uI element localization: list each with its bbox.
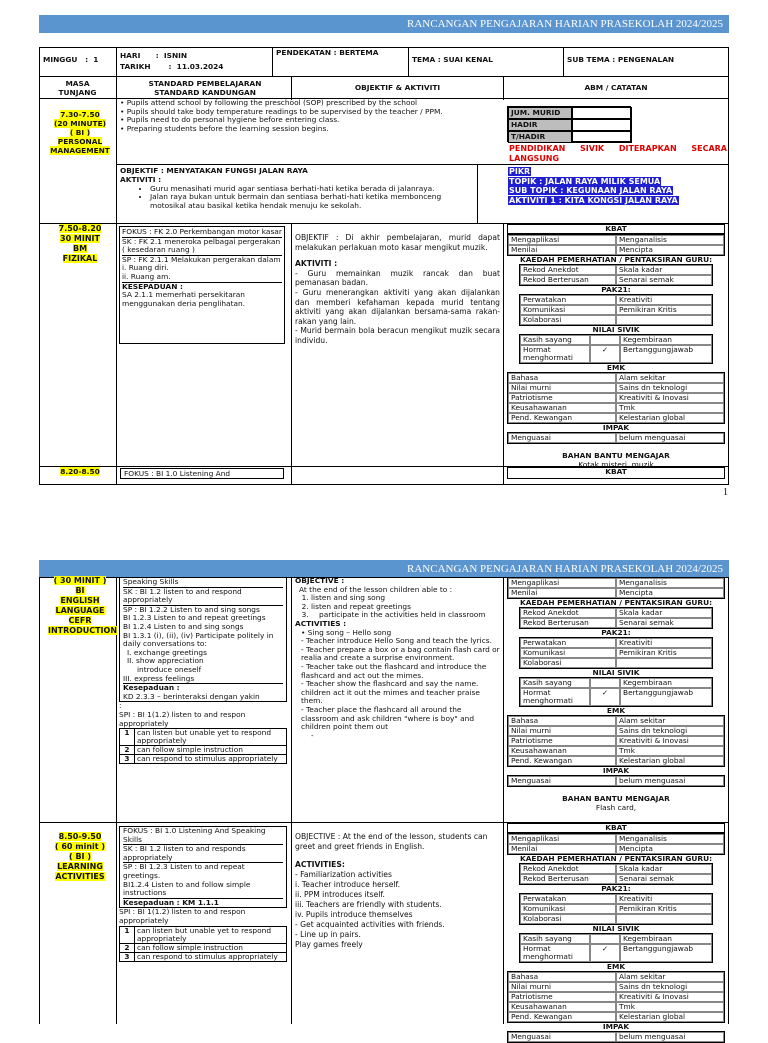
pendidikan-sivik-note: PENDIDIKAN SIVIK DITERAPKAN SECARA LANGSUNG [509, 144, 727, 163]
english-time-cell: 8.20-8.50 [60, 467, 100, 476]
sub-tema: SUB TEMA : PENGENALAN [567, 55, 675, 64]
col-standard: STANDARD PEMBELAJARAN STANDARD KANDUNGAN [148, 79, 262, 97]
tema: TEMA : SUAI KENAL [412, 55, 493, 64]
fizikal-standard: FOKUS : FK 2.0 Perkembangan motor kasar SK : FK 2.1 meneroka pelbagai pergerakan ( kesedaran ruang ) SP : FK 2.1.1 Melakukan pergerakan dalam i. Ruang diri. ii. Ruang am. KESEPADUAN : SA 2.1.1 memerhati persekitaran menggunakan deria penglihatan. [119, 226, 285, 344]
col-masa-tunjang: MASA TUNJANG [58, 79, 97, 97]
murid-count-table: JUM. MURID HADIR T/HADIR [507, 106, 631, 142]
pm-bullets: • Pupils attend school by following the preschool (SOP) prescribed by the school • Pupils should take body temperature readings to be supervised by the teacher / PPM. • Pupils need to do personal hygiene before entering class. • Preparing students before the learning session begins. [120, 98, 443, 133]
abm-panel-2: Mengaplikasi Menganalisis Menilai Mencipta KAEDAH PEMERHATIAN / PENTAKSIRAN GURU: Rekod Anekdot Skala kadar Rekod Berterusan Senarai semak PAK21: Perwatakan Kreativiti Komunikasi Pemikiran Kritis Kolaborasi NILAI SIVIK Kasih sayang Kegembiraan Hormat menghormati ✓ Bertanggungjawab EMK Bahasa Alam sekitar Nilai murni Sains dn teknologi Patriotisme Kreativiti & Inovasi Keusahawanan Tmk Pend. Kewangan Kelestarian global IMPAK Menguasai belum menguasai BAHAN BANTU MENGAJAR Flash card, [507, 577, 725, 797]
english-objective: OBJECTIVE : At the end of the lesson children able to : 1. listen and sing song 2. listen and repeat greetings 3. participate in the activities held in classroom ACTIVITIES : • Sing song – Hello song - Teacher introduce Hello Song and teach the lyrics. - Teacher prepare a box or a bag contain flash card or realia and create a surprise environment. - Teacher take out the flashcard and introduce the flashcard and act out the mimes. - Teacher show the flashcard and say the name. children act it out the mimes and teacher praise them. - Teacher place the flashcard all around the classroom and ask children "where is boy" and children point them out - [295, 577, 500, 740]
page-banner: RANCANGAN PENGAJARAN HARIAN PRASEKOLAH 2024/2025 [39, 15, 729, 33]
col-objektif: OBJEKTIF & AKTIVITI [354, 83, 441, 92]
col-abm: ABM / CATATAN [584, 83, 648, 92]
kbat-header: KBAT [507, 467, 725, 479]
learning-spi-table: 1 can listen but unable yet to respond appropriately 2 can follow simple instruction 3 can respond to stimulus appropriately [119, 926, 287, 962]
english-spi-table: 1 can listen but unable yet to respond appropriately 2 can follow simple instruction 3 can respond to stimulus appropriately [119, 728, 287, 764]
english-bahan: Flash card, [595, 803, 637, 812]
learning-time-cell: 8.50-9.50 ( 60 minit ) ( BI ) LEARNING ACTIVITIES [54, 832, 106, 881]
pm-time-cell: 7.30-7.50 (20 MINUTE) ( BI ) PERSONAL MANAGEMENT [50, 110, 110, 155]
pikr-box: PIKR TOPIK : JALAN RAYA MILIK SEMUA SUB TOPIK : KEGUNAAN JALAN RAYA AKTIVITI 1 : KITA KONGSI JALAN RAYA [509, 167, 678, 205]
pendekatan: PENDEKATAN : BERTEMA [276, 48, 379, 57]
abm-panel-3: KBAT Mengaplikasi Menganalisis Menilai Mencipta KAEDAH PEMERHATIAN / PENTAKSIRAN GURU: Rekod Anekdot Skala kadar Rekod Berterusan Senarai semak PAK21: Perwatakan Kreativiti Komunikasi Pemikiran Kritis Kolaborasi NILAI SIVIK Kasih sayang Kegembiraan Hormat menghormati ✓ Bertanggungjawab EMK Bahasa Alam sekitar Nilai murni Sains dn teknologi Patriotisme Kreativiti & Inovasi Keusahawanan Tmk Pend. Kewangan Kelestarian global IMPAK Menguasai belum menguasai [507, 823, 725, 1024]
page-number: 1 [723, 487, 728, 498]
fizikal-time-cell: 7.50-8.20 30 MINIT BM FIZIKAL [58, 224, 102, 263]
english-cefr-cell: ( 30 MINIT ) BI ENGLISH LANGUAGE CEFR INTRODUCTION [48, 576, 118, 635]
fizikal-bahan: Kotak misteri, muzik [578, 460, 654, 469]
learning-standard: FOKUS : BI 1.0 Listening And Speaking Skills SK : BI 1.2 listen to and responds appropriately SP : BI 1.2.3 Listen to and repeat greetings. BI1.2.4 Listen to and follow simple instructions Kesepaduan : KM 1.1.1 SPI : BI 1(1.2) listen to and respon appropriately 1 can listen but unable yet to respond appropriately 2 can follow simple instruction 3 can respond to stimulus appropriately [119, 826, 287, 1024]
pm-objektif: OBJEKTIF : MENYATAKAN FUNGSI JALAN RAYA AKTIVITI : • Guru menasihati murid agar sentiasa berhati-hati ketika berada di jalanraya. • Jalan raya bukan untuk bermain dan sentiasa berhati-hati ketika membonceng motosikal atau basikal ketika hendak menuju ke sekolah. [120, 167, 475, 211]
hari-tarikh: HARI : ISNIN TARIKH : 11.03.2024 [120, 51, 224, 71]
abm-panel-1: KBAT Mengaplikasi Menganalisis Menilai Mencipta KAEDAH PEMERHATIAN / PENTAKSIRAN GURU: Rekod Anekdot Skala kadar Rekod Berterusan Senarai semak PAK21: Perwatakan Kreativiti Komunikasi Pemikiran Kritis Kolaborasi NILAI SIVIK Kasih sayang Kegembiraan Hormat menghormati ✓ Bertanggungjawab EMK Bahasa Alam sekitar Nilai murni Sains dn teknologi Patriotisme Kreativiti & Inovasi Keusahawanan Tmk Pend. Kewangan Kelestarian global IMPAK Menguasai belum menguasai BAHAN BANTU MENGAJAR Kotak misteri, muzik [507, 224, 725, 446]
fizikal-objektif: OBJEKTIF : Di akhir pembelajaran, murid dapat melakukan perlakuan moto kasar mengikut muzik. AKTIVITI : - Guru memainkan muzik rancak dan buat pemanasan badan. - Guru menerangkan aktiviti yang akan dijalankan dan memberi kefahaman kepada murid tentang aktiviti yang akan dijalankan bersama-sama rakan-rakan yang lain. - Murid bermain bola beracun mengikut muzik secara individu. [295, 233, 500, 345]
minggu: MINGGU : 1 [43, 55, 99, 64]
page-banner-2: RANCANGAN PENGAJARAN HARIAN PRASEKOLAH 2024/2025 [39, 560, 729, 578]
english-fokus: FOKUS : BI 1.0 Listening And [120, 468, 284, 479]
english-standard: Speaking Skills SK : BI 1.2 listen to and respond appropriately SP : BI 1.2.2 Listen to and sing songs BI 1.2.3 Listen to and repeat greetings BI 1.2.4 Listen to and sing songs BI 1.3.1 (i), (ii), (iv) Participate politely in daily conversations to: I. exchange greetings II. show appreciation introduce oneself III. express feelings Kesepaduan : KD 2.3.3 – berinteraksi dengan yakin : SPI : BI 1(1.2) listen to and respon appropriately 1 can listen but unable yet to respond appropriately 2 can follow simple instruction 3 can respond to stimulus appropriately [119, 577, 287, 821]
learning-objective: OBJECTIVE : At the end of the lesson, students can greet and greet friends in English. ACTIVITIES: - Familiarization activities i. Teacher introduce herself. ii. PPM introduces itself. iii. Teachers are friendly with students. iv. Pupils introduce themselves - Get acquainted activities with friends. - Line up in pairs. Play games freely [295, 832, 488, 949]
